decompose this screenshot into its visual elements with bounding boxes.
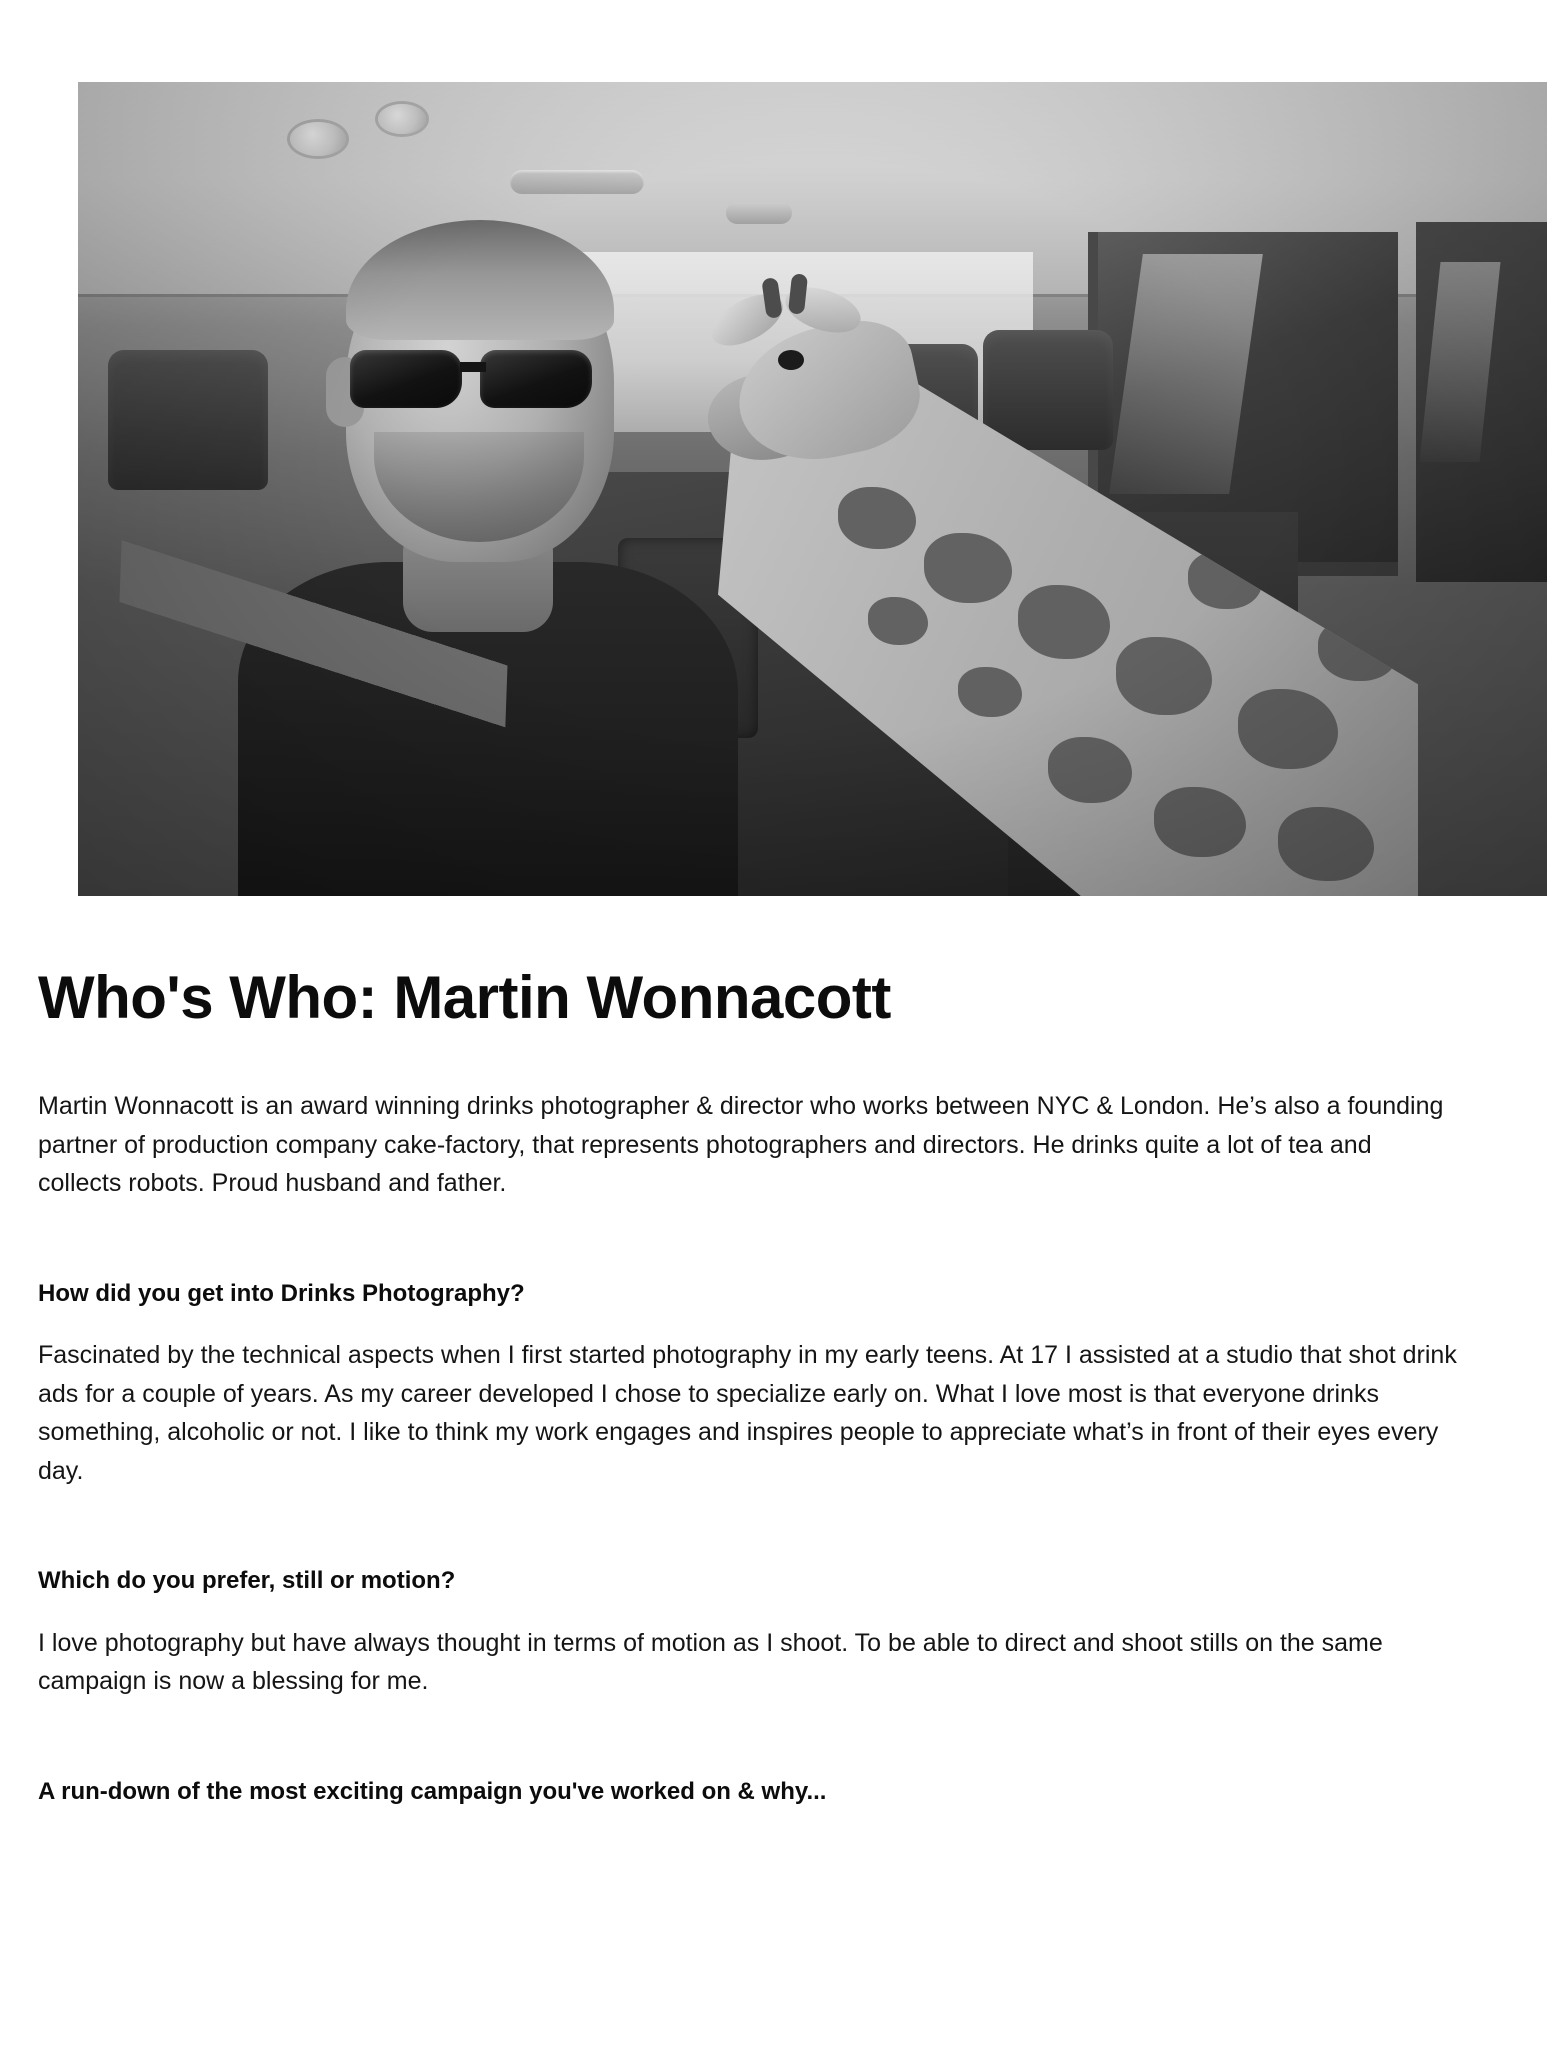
article-body	[38, 964, 1509, 1808]
far-rear-window	[1416, 222, 1547, 582]
page-title: Who's Who: Martin Wonnacott	[38, 964, 891, 1031]
qa-block-1	[38, 1277, 1509, 1491]
qa-block-3	[38, 1775, 1509, 1809]
headrest-right	[983, 330, 1113, 450]
hero-image	[78, 82, 1547, 896]
qa-block-2	[38, 1564, 1509, 1701]
question-answer: Fascinated by the technical aspects when I first started photography in my early teens. At 17 I assisted at a studio that shot drink ads for a couple of years. As my career developed I chose to specialize early on. What I love most is that everyone drinks something, alcoholic or not. I like to think my work engages and inspires people to appreciate what’s in front of their eyes every day.	[38, 1341, 1457, 1485]
dome-light-secondary-icon	[378, 104, 426, 134]
question-answer: I love photography but have always thought in terms of motion as I shoot. To be able to direct and shoot stills on the same campaign is now a blessing for me.	[38, 1628, 1383, 1696]
question-heading: A run-down of the most exciting campaign you've worked on & why...	[38, 1777, 827, 1805]
seatbelt	[112, 475, 513, 818]
roof-handle	[510, 170, 644, 194]
sunglasses-icon	[348, 344, 616, 410]
dome-light-icon	[290, 122, 346, 156]
hair	[346, 220, 614, 340]
article-lede: Martin Wonnacott is an award winning drinks photographer & director who works between NYC & London. He’s also a founding partner of production company cake-factory, that represents photographers and directors. He drinks quite a lot of tea and collects robots. Proud husband and father.	[38, 1092, 1444, 1198]
giraffe-eye	[778, 350, 804, 370]
question-heading: Which do you prefer, still or motion?	[38, 1567, 456, 1595]
car-interior-scene	[78, 82, 1547, 896]
question-heading: How did you get into Drinks Photography?	[38, 1279, 525, 1307]
